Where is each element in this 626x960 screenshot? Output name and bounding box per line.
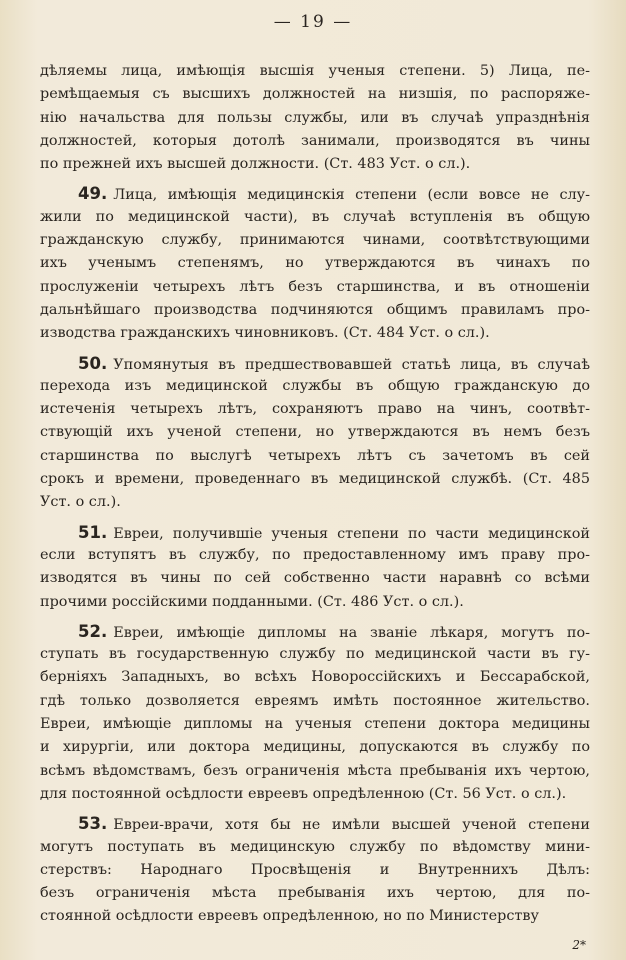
text-line — [40, 690, 590, 713]
line-text: безъ ограниченія мѣста пребыванія ихъ чертою, для по- — [40, 885, 590, 902]
line-text: ихъ ученымъ степенямъ, но утверждаются въ чинахъ по — [40, 255, 590, 272]
text-line — [40, 130, 590, 153]
paragraph — [40, 352, 590, 515]
text-line — [40, 905, 590, 928]
line-text: если вступятъ въ службу, по предоставленному имъ праву про- — [40, 546, 590, 563]
text-line — [40, 521, 590, 544]
text-line — [40, 352, 590, 375]
text-line — [40, 620, 590, 643]
line-text: Упомянутыя въ предшествовавшей статьѣ лица, въ случаѣ — [113, 356, 590, 373]
line-text: гражданскую службу, принимаются чинами, соотвѣтствующими — [40, 232, 590, 249]
paragraph — [40, 182, 590, 345]
text-line — [40, 591, 590, 614]
paragraph — [40, 521, 590, 614]
text-line — [40, 60, 590, 83]
line-text: берніяхъ Западныхъ, во всѣхъ Новороссійскихъ и Бессарабской, — [40, 669, 590, 686]
text-line — [40, 153, 590, 176]
text-line — [40, 182, 590, 205]
paragraph — [40, 812, 590, 928]
line-text: стерствъ: Народнаго Просвѣщенія и Внутреннихъ Дѣлъ: — [40, 861, 590, 878]
line-text: истеченія четырехъ лѣтъ, сохраняютъ право на чинъ, соотвѣт- — [40, 401, 590, 418]
signature-mark: 2* — [572, 938, 586, 952]
text-line — [40, 783, 590, 806]
line-text: Уст. о сл.). — [40, 494, 121, 511]
line-text: дѣляемы лица, имѣющія высшія ученыя степени. 5) Лица, пе- — [40, 63, 590, 79]
text-line — [40, 229, 590, 252]
text-line — [40, 666, 590, 689]
page-number: — 19 — — [273, 12, 353, 32]
text-line — [40, 812, 590, 835]
text-line — [40, 445, 590, 468]
line-text: изводства гражданскихъ чиновниковъ. (Ст. 484 Уст. о сл.). — [40, 325, 490, 342]
line-text: Евреи-врачи, хотя бы не имѣли высшей ученой степени — [113, 817, 590, 834]
line-text: всѣмъ вѣдомствамъ, безъ ограниченія мѣста пребыванія ихъ чертою, — [40, 762, 590, 779]
line-text: перехода изъ медицинской службы въ общую гражданскую до — [40, 377, 590, 394]
article-number: 53. — [78, 814, 108, 834]
line-text: Евреи, имѣющіе дипломы на званіе лѣкаря, могутъ по- — [113, 624, 590, 641]
line-text: изводятся въ чины по сей собственно части наравнѣ со всѣми — [40, 570, 590, 587]
line-text: ствующій ихъ ученой степени, но утверждаются въ немъ безъ — [40, 424, 590, 441]
text-line — [40, 736, 590, 759]
line-text: Лица, имѣющія медицинскія степени (если вовсе не слу- — [113, 187, 590, 204]
line-text: дальнѣйшаго производства подчиняются общимъ правиламъ про- — [40, 301, 590, 318]
text-line — [40, 882, 590, 905]
text-line — [40, 421, 590, 444]
text-line — [40, 375, 590, 398]
line-text: и хирургіи, или доктора медицины, допускаются въ службу по — [40, 739, 590, 756]
text-line — [40, 544, 590, 567]
paragraph — [40, 60, 590, 176]
line-text: нію начальства для пользы службы, или въ случаѣ упразднѣнія — [40, 109, 590, 126]
article-number: 52. — [78, 621, 108, 641]
line-text: для постоянной осѣдлости евреевъ опредѣленною (Ст. 56 Уст. о сл.). — [40, 785, 567, 802]
line-text: гдѣ только дозволяется евреямъ имѣть постоянное жительство. — [40, 692, 590, 709]
text-line — [40, 107, 590, 130]
text-line — [40, 760, 590, 783]
text-line — [40, 252, 590, 275]
line-text: должностей, которыя дотолѣ занимали, производятся въ чины — [40, 132, 590, 149]
text-line — [40, 468, 590, 491]
line-text: прочими россійскими подданными. (Ст. 486 Уст. о сл.). — [40, 593, 464, 610]
line-text: срокъ и времени, проведеннаго въ медицинской службѣ. (Ст. 485 — [40, 471, 590, 488]
line-text: жили по медицинской части), въ случаѣ вступленія въ общую — [40, 208, 590, 225]
text-line — [40, 206, 590, 229]
line-text: ремѣщаемыя съ высшихъ должностей на низшія, по распоряже- — [40, 86, 590, 103]
line-text: по прежней ихъ высшей должности. (Ст. 483 Уст. о сл.). — [40, 156, 471, 173]
line-text: могутъ поступать въ медицинскую службу по вѣдомству мини- — [40, 838, 590, 855]
line-text: стоянной осѣдлости евреевъ опредѣленною, но по Министерству — [40, 908, 539, 925]
line-text: Евреи, имѣющіе дипломы на ученыя степени доктора медицины — [40, 716, 590, 733]
line-text: старшинства по выслугѣ четырехъ лѣтъ съ зачетомъ въ сей — [40, 447, 590, 464]
text-line — [40, 859, 590, 882]
article-number: 51. — [78, 522, 108, 542]
article-number: 50. — [78, 353, 108, 373]
text-line — [40, 398, 590, 421]
text-line — [40, 713, 590, 736]
text-line — [40, 567, 590, 590]
line-text: Евреи, получившіе ученыя степени по части медицинской — [113, 525, 590, 542]
text-line — [40, 276, 590, 299]
text-line — [40, 836, 590, 859]
text-line — [40, 491, 590, 514]
document-text — [40, 60, 590, 935]
text-line — [40, 299, 590, 322]
paragraph — [40, 620, 590, 806]
article-number: 49. — [78, 184, 108, 204]
text-line — [40, 322, 590, 345]
text-line — [40, 643, 590, 666]
text-line — [40, 83, 590, 106]
line-text: ступать въ государственную службу по медицинской части въ гу- — [40, 646, 590, 663]
line-text: прослуженіи четырехъ лѣтъ безъ старшинства, и въ отношеніи — [40, 278, 590, 295]
